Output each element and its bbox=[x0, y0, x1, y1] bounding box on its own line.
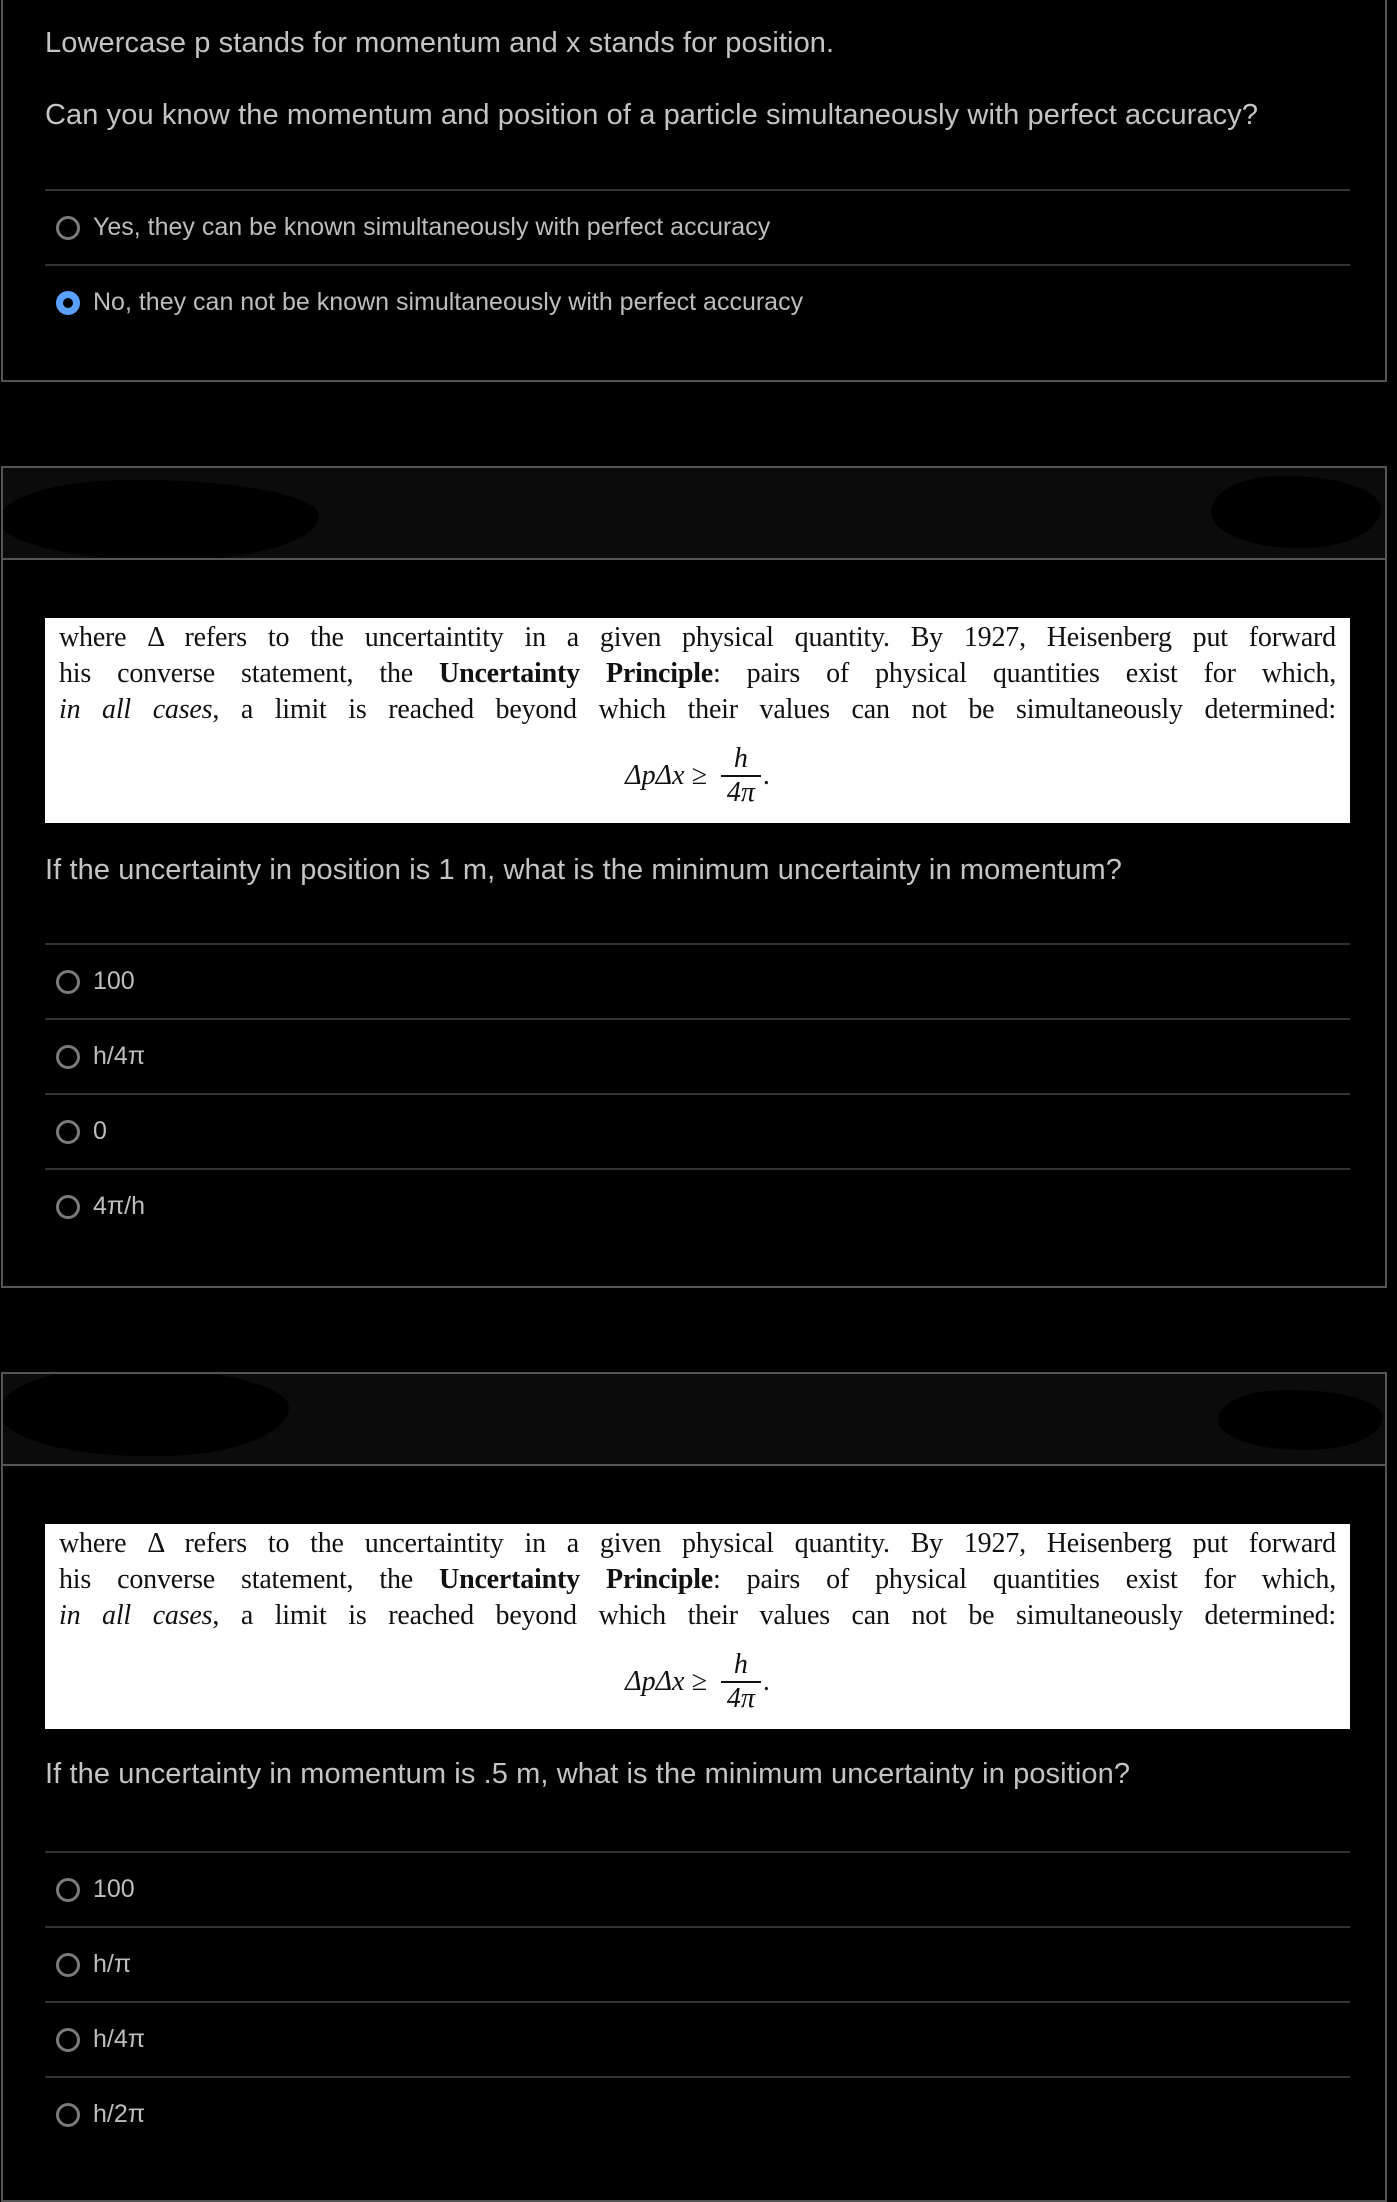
option-label: h/4π bbox=[93, 2025, 146, 2053]
answer-option-no[interactable] bbox=[45, 264, 1350, 339]
radio-unselected-icon[interactable] bbox=[56, 1195, 80, 1219]
radio-unselected-icon[interactable] bbox=[56, 2028, 80, 2052]
answer-option[interactable] bbox=[45, 1168, 1350, 1243]
radio-unselected-icon[interactable] bbox=[56, 1953, 80, 1977]
option-label: h/4π bbox=[93, 1042, 146, 1070]
option-label: No, they can not be known simultaneously with perfect accuracy bbox=[93, 288, 804, 316]
figure-text-line: in all cases, a limit is reached beyond which their values can not be simultaneously determined: bbox=[59, 1600, 1336, 1631]
equation-lhs: ΔpΔx ≥ bbox=[625, 760, 707, 791]
radio-selected-icon[interactable] bbox=[56, 291, 80, 315]
question-intro: Lowercase p stands for momentum and x stands for position. bbox=[45, 27, 835, 59]
question-prompt: If the uncertainty in position is 1 m, what is the minimum uncertainty in momentum? bbox=[45, 854, 1122, 886]
answer-option[interactable] bbox=[45, 943, 1350, 1018]
answer-option[interactable] bbox=[45, 2076, 1350, 2151]
figure-text-line: his converse statement, the Uncertainty Principle: pairs of physical quantities exist for which, bbox=[59, 1564, 1336, 1595]
figure-text-line: where Δ refers to the uncertaintity in a given physical quantity. By 1927, Heisenberg put forward bbox=[59, 622, 1336, 653]
figure-text-line: where Δ refers to the uncertaintity in a given physical quantity. By 1927, Heisenberg put forward bbox=[59, 1528, 1336, 1559]
option-label: Yes, they can be known simultaneously with perfect accuracy bbox=[93, 213, 771, 241]
figure-text-line: his converse statement, the Uncertainty Principle: pairs of physical quantities exist for which, bbox=[59, 658, 1336, 689]
uncertainty-principle-figure bbox=[45, 618, 1350, 823]
answer-option[interactable] bbox=[45, 1926, 1350, 2001]
question-prompt: Can you know the momentum and position of a particle simultaneously with perfect accuracy? bbox=[45, 99, 1259, 131]
radio-unselected-icon[interactable] bbox=[56, 970, 80, 994]
answer-option[interactable] bbox=[45, 1851, 1350, 1926]
answer-option-yes[interactable] bbox=[45, 189, 1350, 264]
answer-option[interactable] bbox=[45, 1093, 1350, 1168]
option-label: h/π bbox=[93, 1950, 132, 1978]
answer-option[interactable] bbox=[45, 2001, 1350, 2076]
uncertainty-equation: ΔpΔx ≥ $\frac{h}{4\pi}$ . bbox=[625, 1649, 770, 1714]
answer-options bbox=[45, 943, 1350, 1243]
uncertainty-equation: ΔpΔx ≥ $\frac{h}{4\pi}$ . bbox=[625, 743, 770, 808]
answer-options bbox=[45, 1851, 1350, 2151]
uncertainty-principle-figure bbox=[45, 1524, 1350, 1729]
radio-unselected-icon[interactable] bbox=[56, 1045, 80, 1069]
equation-fraction: $\frac{h}{4\pi}$ bbox=[721, 743, 761, 809]
radio-unselected-icon[interactable] bbox=[56, 216, 80, 240]
answer-options bbox=[45, 189, 1350, 339]
question-panel-2 bbox=[1, 466, 1387, 1288]
redacted-title-blob bbox=[3, 480, 319, 560]
question-header bbox=[3, 468, 1385, 560]
option-label: 100 bbox=[93, 967, 135, 995]
redacted-title-blob bbox=[3, 1374, 289, 1456]
option-label: 100 bbox=[93, 1875, 135, 1903]
question-panel-3 bbox=[1, 1372, 1387, 2202]
question-header bbox=[3, 1374, 1385, 1466]
question-panel-1 bbox=[1, 0, 1387, 382]
redacted-points-blob bbox=[1211, 476, 1381, 548]
option-label: 0 bbox=[93, 1117, 107, 1145]
radio-unselected-icon[interactable] bbox=[56, 1120, 80, 1144]
radio-unselected-icon[interactable] bbox=[56, 1878, 80, 1902]
radio-unselected-icon[interactable] bbox=[56, 2103, 80, 2127]
option-label: h/2π bbox=[93, 2100, 146, 2128]
answer-option[interactable] bbox=[45, 1018, 1350, 1093]
question-prompt: If the uncertainty in momentum is .5 m, what is the minimum uncertainty in position? bbox=[45, 1758, 1131, 1790]
option-label: 4π/h bbox=[93, 1192, 146, 1220]
redacted-points-blob bbox=[1218, 1390, 1383, 1450]
equation-fraction: $\frac{h}{4\pi}$ bbox=[721, 1649, 761, 1715]
figure-text-line: in all cases, a limit is reached beyond which their values can not be simultaneously determined: bbox=[59, 694, 1336, 725]
equation-lhs: ΔpΔx ≥ bbox=[625, 1666, 707, 1697]
